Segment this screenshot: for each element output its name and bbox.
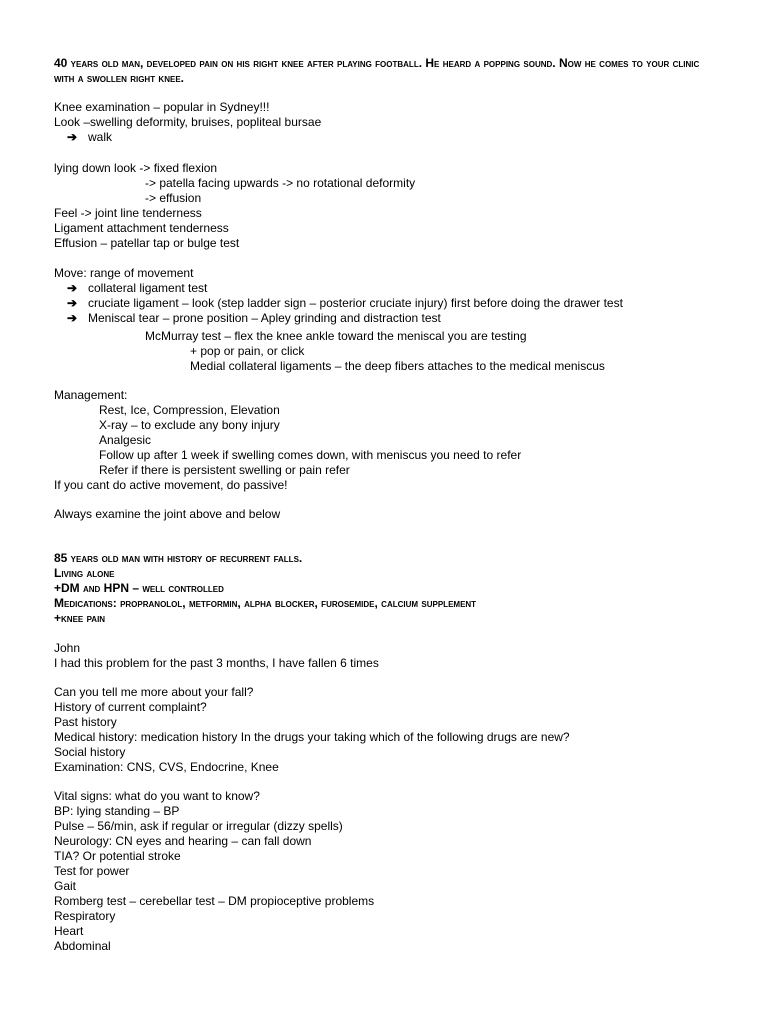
- walk-line: walk: [88, 130, 113, 144]
- question-line: Can you tell me more about your fall?: [54, 685, 254, 699]
- management-item: Rest, Ice, Compression, Elevation: [99, 403, 280, 417]
- passive-line: If you cant do active movement, do passive!: [54, 478, 288, 492]
- vitals-line: TIA? Or potential stroke: [54, 849, 181, 863]
- management-title: Management:: [54, 388, 128, 402]
- living-line: Living alone: [54, 566, 115, 580]
- dm-line: +DM and HPN – well controlled: [54, 581, 224, 595]
- vitals-line: Vital signs: what do you want to know?: [54, 789, 260, 803]
- case2-heading: 85 years old man with history of recurrent falls.: [54, 551, 303, 565]
- lying-line-1: lying down look -> fixed flexion: [54, 161, 218, 175]
- move-line: Move: range of movement: [54, 266, 194, 280]
- vitals-line: Pulse – 56/min, ask if regular or irregular (dizzy spells): [54, 819, 343, 833]
- move-item: Meniscal tear – prone position – Apley grinding and distraction test: [88, 311, 441, 325]
- vitals-line: Neurology: CN eyes and hearing – can fall down: [54, 834, 312, 848]
- exam-title: Knee examination – popular in Sydney!!!: [54, 100, 270, 114]
- question-line: History of current complaint?: [54, 700, 207, 714]
- management-item: Follow up after 1 week if swelling comes down, with meniscus you need to refer: [99, 448, 522, 462]
- medial-line: Medial collateral ligaments – the deep fibers attaches to the medical meniscus: [190, 359, 605, 373]
- arrow-icon: ➔: [67, 311, 78, 325]
- vitals-line: BP: lying standing – BP: [54, 804, 180, 818]
- question-line: Examination: CNS, CVS, Endocrine, Knee: [54, 760, 279, 774]
- meds-line: Medications: propranolol, metformin, alpha blocker, furosemide, calcium supplement: [54, 596, 477, 610]
- lying-line-3: -> effusion: [145, 191, 202, 205]
- vitals-line: Respiratory: [54, 909, 116, 923]
- john-line: John: [54, 641, 81, 655]
- move-item: cruciate ligament – look (step ladder sign – posterior cruciate injury) first before doing the drawer test: [88, 296, 623, 310]
- vitals-line: Heart: [54, 924, 84, 938]
- management-item: X-ray – to exclude any bony injury: [99, 418, 280, 432]
- move-item: collateral ligament test: [88, 281, 208, 295]
- ligament-line: Ligament attachment tenderness: [54, 221, 229, 235]
- vitals-line: Romberg test – cerebellar test – DM propioceptive problems: [54, 894, 375, 908]
- management-item: Analgesic: [99, 433, 152, 447]
- vitals-line: Test for power: [54, 864, 130, 878]
- question-line: Medical history: medication history In the drugs your taking which of the following drugs are new?: [54, 730, 570, 744]
- question-line: Past history: [54, 715, 117, 729]
- knee-pain-line: +knee pain: [54, 611, 106, 625]
- question-line: Social history: [54, 745, 126, 759]
- vitals-line: Gait: [54, 879, 77, 893]
- arrow-icon: ➔: [67, 281, 78, 295]
- management-item: Refer if there is persistent swelling or pain refer: [99, 463, 350, 477]
- case1-heading: 40 years old man, developed pain on his right knee after playing football. He heard a popping sound. Now he comes to your clinic with a swollen right knee.: [54, 56, 700, 85]
- always-line: Always examine the joint above and below: [54, 507, 281, 521]
- arrow-icon: ➔: [67, 130, 78, 144]
- feel-line: Feel -> joint line tenderness: [54, 206, 202, 220]
- pop-line: + pop or pain, or click: [190, 344, 305, 358]
- mcmurray-line: McMurray test – flex the knee ankle toward the meniscal you are testing: [145, 329, 527, 343]
- arrow-icon: ➔: [67, 296, 78, 310]
- lying-line-2: -> patella facing upwards -> no rotational deformity: [145, 176, 416, 190]
- problem-line: I had this problem for the past 3 months, I have fallen 6 times: [54, 656, 379, 670]
- effusion-line: Effusion – patellar tap or bulge test: [54, 236, 240, 250]
- look-line: Look –swelling deformity, bruises, popliteal bursae: [54, 115, 322, 129]
- vitals-line: Abdominal: [54, 939, 111, 953]
